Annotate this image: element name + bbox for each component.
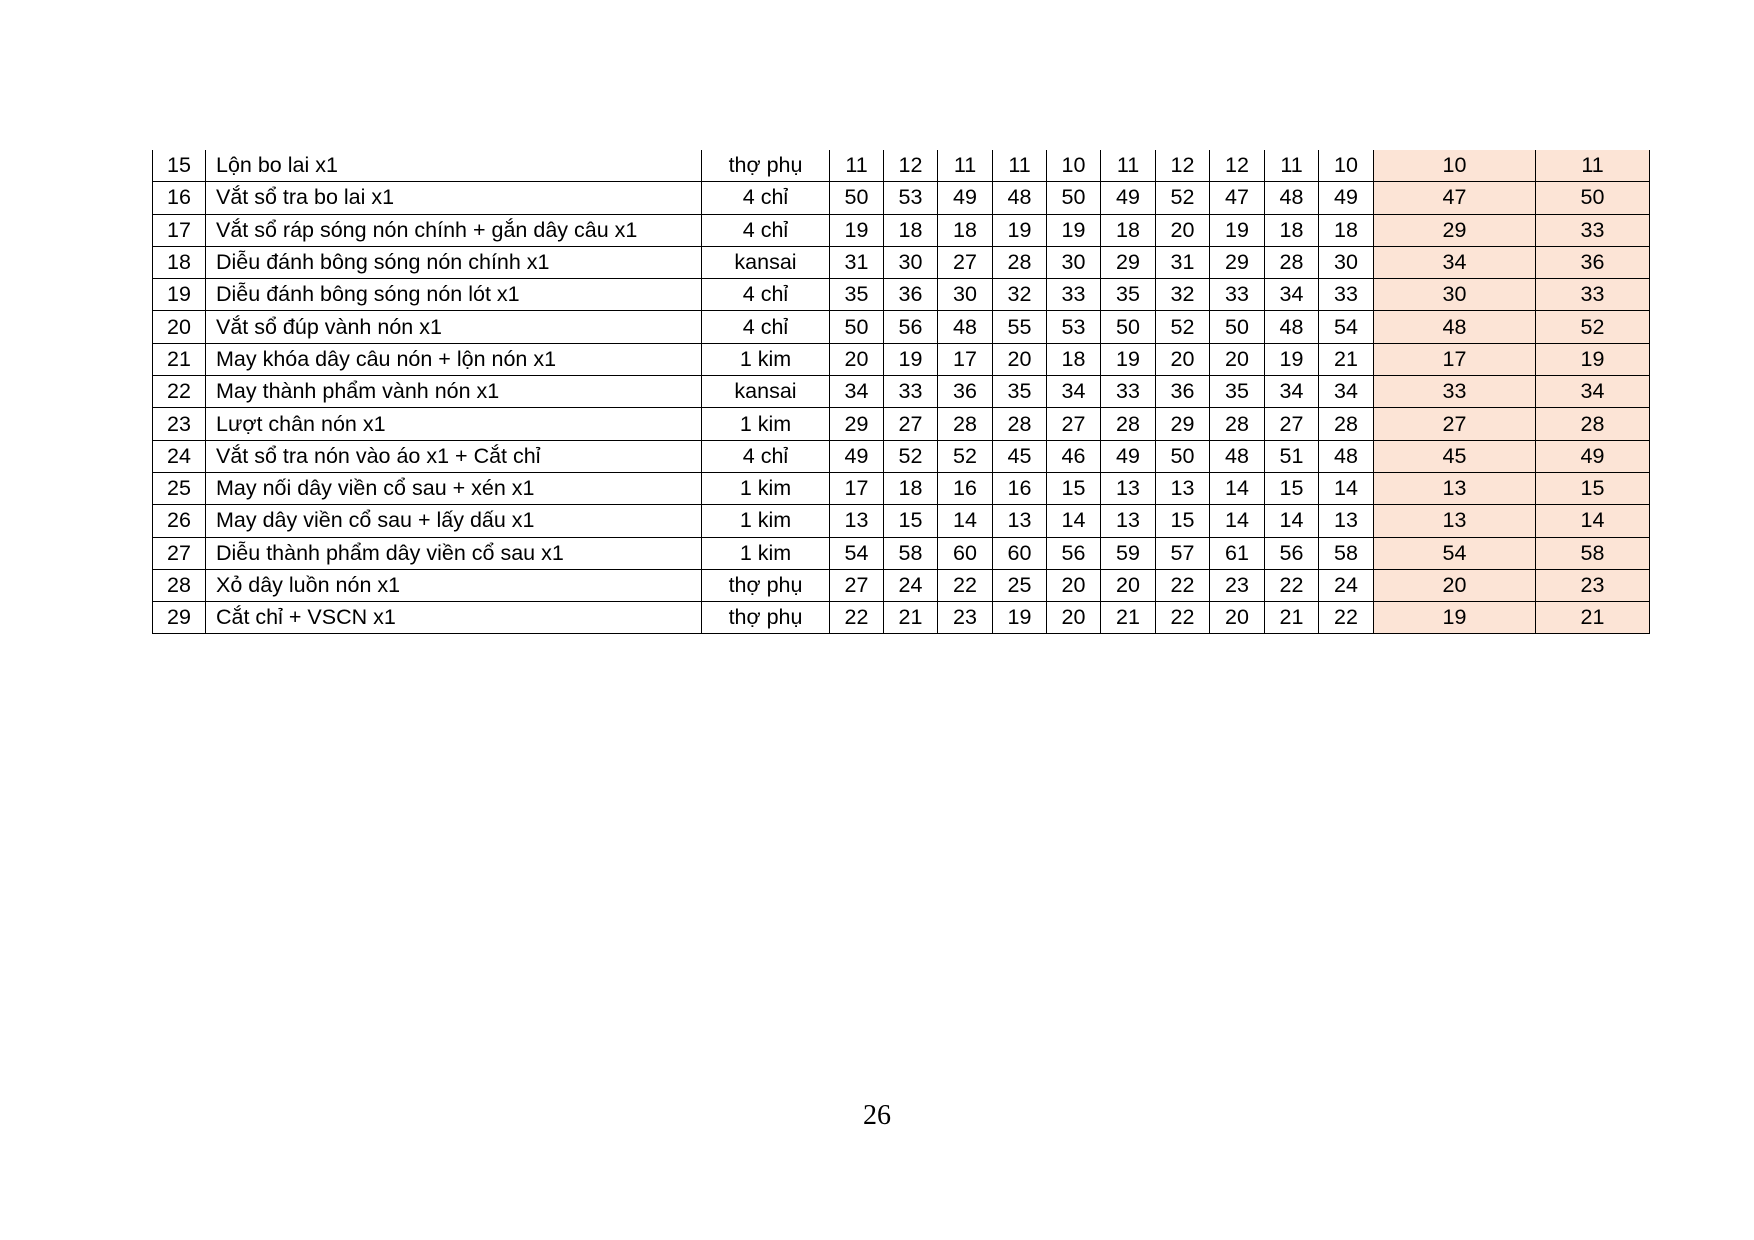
time-value-cell: 35: [1101, 279, 1156, 311]
time-value-cell: 49: [1319, 182, 1374, 214]
time-value-cell: 28: [1210, 408, 1265, 440]
time-value-cell: 20: [993, 343, 1047, 375]
machine-type-cell: 1 kim: [702, 472, 830, 504]
time-value-cell: 20: [1047, 602, 1101, 634]
time-value-cell: 28: [993, 408, 1047, 440]
time-value-cell: 13: [993, 505, 1047, 537]
row-number-cell: 29: [153, 602, 206, 634]
time-value-cell: 30: [1047, 246, 1101, 278]
time-value-cell: 29: [1156, 408, 1210, 440]
table-row: [153, 472, 1650, 504]
row-number-cell: 21: [153, 343, 206, 375]
time-value-cell: 22: [830, 602, 884, 634]
time-value-cell: 35: [993, 376, 1047, 408]
time-value-cell: 25: [993, 569, 1047, 601]
time-value-cell: 18: [884, 472, 938, 504]
time-value-cell: 15: [1265, 472, 1319, 504]
time-value-cell: 21: [1319, 343, 1374, 375]
time-value-cell: 11: [993, 150, 1047, 182]
highlighted-value-cell: 14: [1536, 505, 1650, 537]
time-value-cell: 23: [938, 602, 993, 634]
time-value-cell: 48: [1265, 182, 1319, 214]
time-value-cell: 17: [830, 472, 884, 504]
time-value-cell: 61: [1210, 537, 1265, 569]
highlighted-value-cell: 21: [1536, 602, 1650, 634]
time-value-cell: 30: [938, 279, 993, 311]
time-value-cell: 34: [830, 376, 884, 408]
time-value-cell: 27: [884, 408, 938, 440]
highlighted-value-cell: 33: [1536, 214, 1650, 246]
time-value-cell: 11: [830, 150, 884, 182]
time-value-cell: 60: [938, 537, 993, 569]
operation-name-cell: Vắt sổ tra bo lai x1: [206, 182, 702, 214]
time-value-cell: 52: [884, 440, 938, 472]
highlighted-value-cell: 36: [1536, 246, 1650, 278]
operation-name-cell: May dây viền cổ sau + lấy dấu x1: [206, 505, 702, 537]
time-value-cell: 53: [1047, 311, 1101, 343]
time-value-cell: 28: [993, 246, 1047, 278]
time-value-cell: 36: [884, 279, 938, 311]
row-number-cell: 27: [153, 537, 206, 569]
time-value-cell: 54: [830, 537, 884, 569]
row-number-cell: 23: [153, 408, 206, 440]
time-value-cell: 17: [938, 343, 993, 375]
time-value-cell: 20: [1101, 569, 1156, 601]
table-row: [153, 182, 1650, 214]
highlighted-value-cell: 13: [1374, 505, 1536, 537]
operation-name-cell: Diễu đánh bông sóng nón chính x1: [206, 246, 702, 278]
time-value-cell: 21: [1265, 602, 1319, 634]
time-value-cell: 29: [830, 408, 884, 440]
time-value-cell: 32: [993, 279, 1047, 311]
row-number-cell: 24: [153, 440, 206, 472]
highlighted-value-cell: 23: [1536, 569, 1650, 601]
operation-name-cell: May thành phẩm vành nón x1: [206, 376, 702, 408]
time-value-cell: 22: [1156, 602, 1210, 634]
time-value-cell: 51: [1265, 440, 1319, 472]
time-value-cell: 50: [830, 182, 884, 214]
row-number-cell: 26: [153, 505, 206, 537]
time-value-cell: 13: [1319, 505, 1374, 537]
time-value-cell: 11: [1265, 150, 1319, 182]
time-value-cell: 22: [1265, 569, 1319, 601]
time-value-cell: 19: [1265, 343, 1319, 375]
operation-name-cell: Lượt chân nón x1: [206, 408, 702, 440]
time-value-cell: 28: [938, 408, 993, 440]
time-value-cell: 46: [1047, 440, 1101, 472]
highlighted-value-cell: 34: [1536, 376, 1650, 408]
highlighted-value-cell: 19: [1374, 602, 1536, 634]
time-value-cell: 22: [938, 569, 993, 601]
time-value-cell: 15: [884, 505, 938, 537]
time-value-cell: 54: [1319, 311, 1374, 343]
operation-name-cell: Diễu đánh bông sóng nón lót x1: [206, 279, 702, 311]
machine-type-cell: 4 chỉ: [702, 440, 830, 472]
time-value-cell: 16: [993, 472, 1047, 504]
time-value-cell: 28: [1265, 246, 1319, 278]
table-row: [153, 311, 1650, 343]
time-value-cell: 45: [993, 440, 1047, 472]
time-value-cell: 48: [1210, 440, 1265, 472]
time-value-cell: 20: [1156, 343, 1210, 375]
highlighted-value-cell: 20: [1374, 569, 1536, 601]
time-value-cell: 12: [884, 150, 938, 182]
row-number-cell: 15: [153, 150, 206, 182]
highlighted-value-cell: 27: [1374, 408, 1536, 440]
time-value-cell: 13: [1101, 472, 1156, 504]
time-value-cell: 35: [1210, 376, 1265, 408]
operation-name-cell: Cắt chỉ + VSCN x1: [206, 602, 702, 634]
row-number-cell: 19: [153, 279, 206, 311]
highlighted-value-cell: 29: [1374, 214, 1536, 246]
time-value-cell: 10: [1319, 150, 1374, 182]
highlighted-value-cell: 13: [1374, 472, 1536, 504]
machine-type-cell: thợ phụ: [702, 569, 830, 601]
time-value-cell: 31: [830, 246, 884, 278]
time-value-cell: 28: [1319, 408, 1374, 440]
time-value-cell: 29: [1210, 246, 1265, 278]
time-value-cell: 34: [1265, 376, 1319, 408]
time-value-cell: 48: [1319, 440, 1374, 472]
time-value-cell: 27: [1047, 408, 1101, 440]
time-value-cell: 60: [993, 537, 1047, 569]
time-value-cell: 14: [1319, 472, 1374, 504]
row-number-cell: 20: [153, 311, 206, 343]
time-value-cell: 33: [1319, 279, 1374, 311]
time-value-cell: 52: [1156, 182, 1210, 214]
time-value-cell: 34: [1047, 376, 1101, 408]
operation-name-cell: Lộn bo lai x1: [206, 150, 702, 182]
time-value-cell: 58: [1319, 537, 1374, 569]
time-value-cell: 20: [1210, 343, 1265, 375]
time-value-cell: 29: [1101, 246, 1156, 278]
highlighted-value-cell: 17: [1374, 343, 1536, 375]
time-value-cell: 21: [884, 602, 938, 634]
row-number-cell: 16: [153, 182, 206, 214]
machine-type-cell: thợ phụ: [702, 150, 830, 182]
operation-name-cell: Vắt sổ ráp sóng nón chính + gắn dây câu x1: [206, 214, 702, 246]
table-row: [153, 246, 1650, 278]
time-value-cell: 49: [1101, 440, 1156, 472]
time-value-cell: 18: [884, 214, 938, 246]
time-value-cell: 23: [1210, 569, 1265, 601]
time-value-cell: 36: [1156, 376, 1210, 408]
time-value-cell: 19: [1210, 214, 1265, 246]
time-value-cell: 33: [1101, 376, 1156, 408]
operation-name-cell: Vắt sổ đúp vành nón x1: [206, 311, 702, 343]
time-value-cell: 50: [1156, 440, 1210, 472]
highlighted-value-cell: 19: [1536, 343, 1650, 375]
machine-type-cell: 4 chỉ: [702, 182, 830, 214]
time-value-cell: 16: [938, 472, 993, 504]
time-value-cell: 20: [1047, 569, 1101, 601]
operation-name-cell: Vắt sổ tra nón vào áo x1 + Cắt chỉ: [206, 440, 702, 472]
time-value-cell: 56: [1047, 537, 1101, 569]
row-number-cell: 28: [153, 569, 206, 601]
time-value-cell: 50: [830, 311, 884, 343]
highlighted-value-cell: 54: [1374, 537, 1536, 569]
time-value-cell: 30: [884, 246, 938, 278]
highlighted-value-cell: 52: [1536, 311, 1650, 343]
time-value-cell: 48: [1265, 311, 1319, 343]
machine-type-cell: kansai: [702, 376, 830, 408]
time-value-cell: 34: [1319, 376, 1374, 408]
time-value-cell: 24: [884, 569, 938, 601]
highlighted-value-cell: 45: [1374, 440, 1536, 472]
time-value-cell: 14: [1210, 472, 1265, 504]
time-value-cell: 48: [938, 311, 993, 343]
time-value-cell: 19: [993, 214, 1047, 246]
time-value-cell: 22: [1319, 602, 1374, 634]
time-value-cell: 48: [993, 182, 1047, 214]
table-row: [153, 376, 1650, 408]
time-value-cell: 27: [830, 569, 884, 601]
time-value-cell: 14: [938, 505, 993, 537]
time-value-cell: 24: [1319, 569, 1374, 601]
time-value-cell: 15: [1156, 505, 1210, 537]
time-value-cell: 36: [938, 376, 993, 408]
table-row: [153, 214, 1650, 246]
time-value-cell: 18: [1319, 214, 1374, 246]
machine-type-cell: 1 kim: [702, 343, 830, 375]
table-row: [153, 343, 1650, 375]
machine-type-cell: 4 chỉ: [702, 214, 830, 246]
time-value-cell: 50: [1047, 182, 1101, 214]
time-value-cell: 14: [1210, 505, 1265, 537]
time-value-cell: 58: [884, 537, 938, 569]
time-value-cell: 27: [938, 246, 993, 278]
highlighted-value-cell: 10: [1374, 150, 1536, 182]
time-value-cell: 15: [1047, 472, 1101, 504]
machine-type-cell: 4 chỉ: [702, 279, 830, 311]
time-value-cell: 50: [1210, 311, 1265, 343]
operation-name-cell: Xỏ dây luồn nón x1: [206, 569, 702, 601]
time-value-cell: 19: [993, 602, 1047, 634]
machine-type-cell: 4 chỉ: [702, 311, 830, 343]
time-value-cell: 55: [993, 311, 1047, 343]
highlighted-value-cell: 49: [1536, 440, 1650, 472]
time-value-cell: 52: [1156, 311, 1210, 343]
time-value-cell: 18: [1265, 214, 1319, 246]
time-value-cell: 13: [1101, 505, 1156, 537]
time-value-cell: 14: [1047, 505, 1101, 537]
row-number-cell: 17: [153, 214, 206, 246]
time-value-cell: 27: [1265, 408, 1319, 440]
operations-table: [152, 150, 1650, 634]
highlighted-value-cell: 48: [1374, 311, 1536, 343]
time-value-cell: 28: [1101, 408, 1156, 440]
time-value-cell: 21: [1101, 602, 1156, 634]
time-value-cell: 13: [830, 505, 884, 537]
table-row: [153, 150, 1650, 182]
time-value-cell: 19: [830, 214, 884, 246]
time-value-cell: 19: [1047, 214, 1101, 246]
time-value-cell: 22: [1156, 569, 1210, 601]
time-value-cell: 18: [938, 214, 993, 246]
table-row: [153, 569, 1650, 601]
time-value-cell: 34: [1265, 279, 1319, 311]
time-value-cell: 57: [1156, 537, 1210, 569]
time-value-cell: 50: [1101, 311, 1156, 343]
time-value-cell: 12: [1210, 150, 1265, 182]
time-value-cell: 12: [1156, 150, 1210, 182]
highlighted-value-cell: 34: [1374, 246, 1536, 278]
time-value-cell: 35: [830, 279, 884, 311]
machine-type-cell: 1 kim: [702, 505, 830, 537]
table-row: [153, 440, 1650, 472]
highlighted-value-cell: 33: [1536, 279, 1650, 311]
time-value-cell: 49: [1101, 182, 1156, 214]
table-row: [153, 408, 1650, 440]
time-value-cell: 59: [1101, 537, 1156, 569]
highlighted-value-cell: 47: [1374, 182, 1536, 214]
time-value-cell: 19: [884, 343, 938, 375]
time-value-cell: 52: [938, 440, 993, 472]
time-value-cell: 14: [1265, 505, 1319, 537]
machine-type-cell: thợ phụ: [702, 602, 830, 634]
highlighted-value-cell: 15: [1536, 472, 1650, 504]
time-value-cell: 10: [1047, 150, 1101, 182]
time-value-cell: 30: [1319, 246, 1374, 278]
time-value-cell: 20: [830, 343, 884, 375]
row-number-cell: 18: [153, 246, 206, 278]
time-value-cell: 53: [884, 182, 938, 214]
table-row: [153, 537, 1650, 569]
table-body: [153, 150, 1650, 634]
highlighted-value-cell: 28: [1536, 408, 1650, 440]
time-value-cell: 20: [1210, 602, 1265, 634]
highlighted-value-cell: 33: [1374, 376, 1536, 408]
time-value-cell: 19: [1101, 343, 1156, 375]
highlighted-value-cell: 11: [1536, 150, 1650, 182]
table-row: [153, 602, 1650, 634]
time-value-cell: 11: [1101, 150, 1156, 182]
machine-type-cell: kansai: [702, 246, 830, 278]
time-value-cell: 31: [1156, 246, 1210, 278]
row-number-cell: 22: [153, 376, 206, 408]
operation-name-cell: May nối dây viền cổ sau + xén x1: [206, 472, 702, 504]
machine-type-cell: 1 kim: [702, 408, 830, 440]
time-value-cell: 32: [1156, 279, 1210, 311]
time-value-cell: 20: [1156, 214, 1210, 246]
highlighted-value-cell: 50: [1536, 182, 1650, 214]
time-value-cell: 56: [884, 311, 938, 343]
page-number: 26: [863, 1100, 891, 1131]
time-value-cell: 18: [1047, 343, 1101, 375]
highlighted-value-cell: 30: [1374, 279, 1536, 311]
time-value-cell: 11: [938, 150, 993, 182]
operation-name-cell: Diễu thành phẩm dây viền cổ sau x1: [206, 537, 702, 569]
time-value-cell: 33: [1047, 279, 1101, 311]
time-value-cell: 18: [1101, 214, 1156, 246]
operation-name-cell: May khóa dây câu nón + lộn nón x1: [206, 343, 702, 375]
table-row: [153, 279, 1650, 311]
highlighted-value-cell: 58: [1536, 537, 1650, 569]
row-number-cell: 25: [153, 472, 206, 504]
time-value-cell: 49: [938, 182, 993, 214]
time-value-cell: 56: [1265, 537, 1319, 569]
time-value-cell: 47: [1210, 182, 1265, 214]
time-value-cell: 33: [1210, 279, 1265, 311]
machine-type-cell: 1 kim: [702, 537, 830, 569]
time-value-cell: 49: [830, 440, 884, 472]
table-row: [153, 505, 1650, 537]
time-value-cell: 33: [884, 376, 938, 408]
time-value-cell: 13: [1156, 472, 1210, 504]
